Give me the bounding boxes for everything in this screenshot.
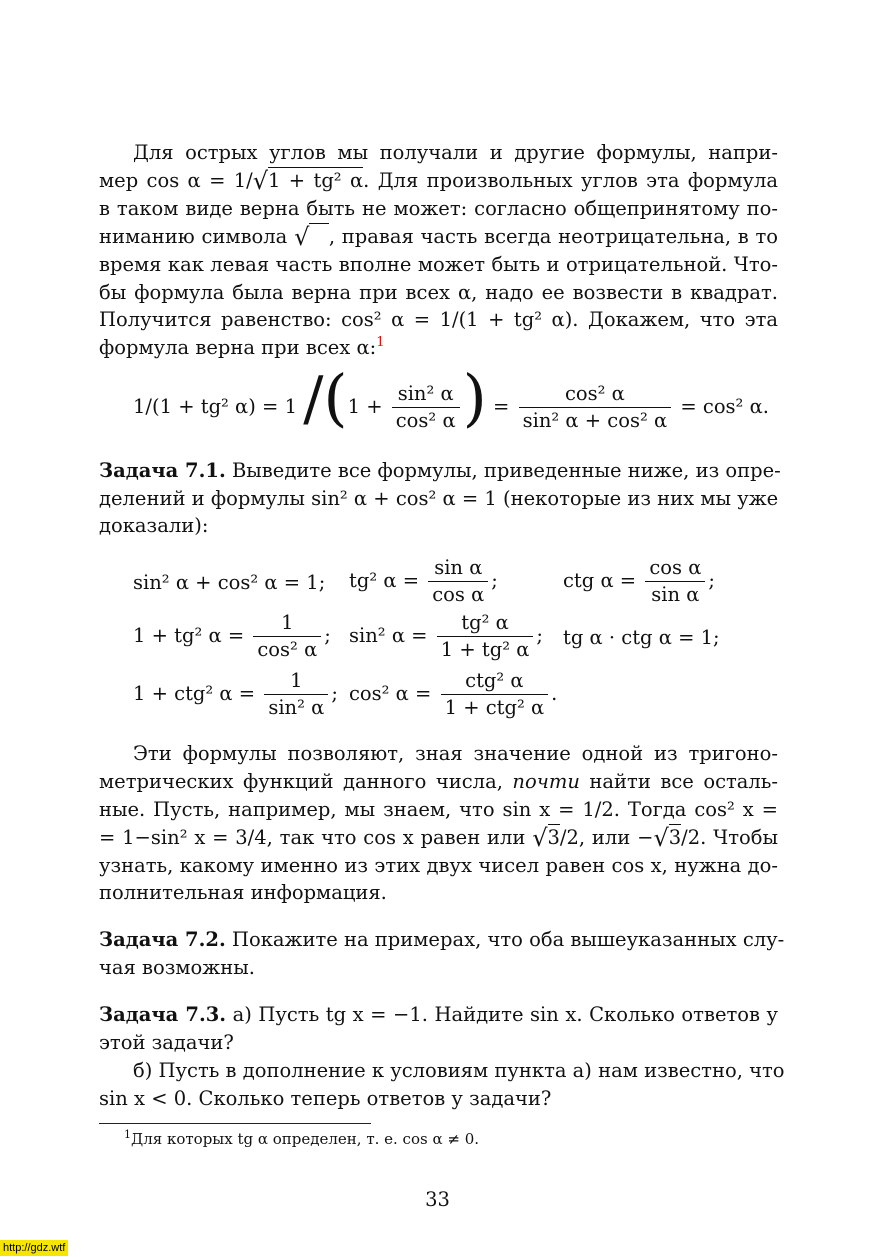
sqrt-symbol: √ bbox=[294, 223, 310, 251]
formula-r1c: ctg α = $\frac{\text{cos α}}{\text{sin α}}$ ; bbox=[563, 556, 715, 606]
para1-line3: в таком виде верна быть не может: согласно общепринятому по- bbox=[99, 197, 778, 220]
formula-r3a: 1 + ctg² α = $\frac{1}{\text{sin² α}}$ ; bbox=[133, 669, 338, 719]
task-7-3-line4: sin x < 0. Сколько теперь ответов у задачи? bbox=[99, 1087, 552, 1110]
para2-line6: полнительная информация. bbox=[99, 881, 387, 904]
footnote: $^1$Для которых tg α определен, т. е. cos α ≠ 0. bbox=[124, 1128, 480, 1148]
watermark-link[interactable]: http://gdz.wtf bbox=[0, 1240, 68, 1256]
para1-line1: Для острых углов мы получали и другие формулы, напри- bbox=[133, 141, 778, 164]
task-7-1-line1: Задача 7.1. Выведите все формулы, приведенные ниже, из опре- bbox=[99, 459, 781, 482]
slash-symbol: / bbox=[303, 364, 324, 434]
para1-line5: время как левая часть вполне может быть и отрицательной. Что- bbox=[99, 253, 778, 276]
para2-line5: узнать, какому именно из этих двух чисел равен cos x, нужна до- bbox=[99, 854, 778, 877]
task-7-3-line1: Задача 7.3. а) Пусть tg x = −1. Найдите sin x. Сколько ответов у bbox=[99, 1003, 778, 1026]
para1-line2: мер cos α = 1/√1 + tg² α. Для произвольных углов эта формула bbox=[99, 167, 779, 195]
fraction-sin-cos: $\frac{\text{sin² α}}{\text{cos² α}}$ bbox=[392, 381, 460, 434]
task-7-2-line1: Задача 7.2. Покажите на примерах, что оба вышеуказанных слу- bbox=[99, 928, 785, 951]
para2-line1: Эти формулы позволяют, зная значение одной из тригоно- bbox=[133, 742, 778, 765]
formula-r3b: cos² α = $\frac{\text{ctg² α}}{\text{1 + ctg² α}}$ . bbox=[349, 669, 558, 719]
task-label: Задача 7.2. bbox=[99, 928, 226, 951]
formula-r1b: tg² α = $\frac{\text{sin α}}{\text{cos α}}$ ; bbox=[349, 556, 498, 606]
para1-line7: Получится равенство: cos² α = 1/(1 + tg² α). Докажем, что эта bbox=[99, 308, 778, 331]
para2-line2: метрических функций данного числа, почти найти все осталь- bbox=[99, 770, 778, 793]
formula-r2c: tg α · ctg α = 1; bbox=[563, 626, 720, 649]
para1-line6: бы формула была верна при всех α, надо ее возвести в квадрат. bbox=[99, 281, 778, 304]
sqrt-sign: √ bbox=[252, 167, 269, 195]
task-7-2-line2: чая возможны. bbox=[99, 956, 255, 979]
footnote-rule bbox=[99, 1123, 371, 1124]
task-7-3-line3: б) Пусть в дополнение к условиям пункта а) нам известно, что bbox=[133, 1059, 785, 1082]
formula-r2b: sin² α = $\frac{\text{tg² α}}{\text{1 + tg² α}}$ ; bbox=[349, 611, 543, 661]
para2-line3: ные. Пусть, например, мы знаем, что sin x = 1/2. Тогда cos² x = bbox=[99, 798, 778, 821]
para1-line4: ниманию символа √ , правая часть всегда неотрицательна, в то bbox=[99, 223, 778, 251]
para1-line8: формула верна при всех α:$^1$ bbox=[99, 335, 385, 359]
task-7-1-line3: доказали): bbox=[99, 514, 209, 537]
footnote-mark: 1 bbox=[124, 1128, 131, 1141]
formula-r1a: sin² α + cos² α = 1; bbox=[133, 571, 326, 594]
page-number: 33 bbox=[425, 1188, 450, 1211]
para2-line4: = 1−sin² x = 3/4, так что cos x равен или √3/2, или −√3/2. Чтобы bbox=[99, 824, 778, 852]
footnote-ref[interactable]: 1 bbox=[376, 335, 385, 350]
display-equation-1: 1/(1 + tg² α) = 1 /(1 + $\frac{\text{sin² α}}{\text{cos² α}}$ ) = $\frac{\text{cos² α}}{\text{sin² α + cos² α}}$ = cos² α. bbox=[133, 361, 769, 434]
formula-r2a: 1 + tg² α = $\frac{1}{\text{cos² α}}$ ; bbox=[133, 611, 331, 661]
task-7-1-line2: делений и формулы sin² α + cos² α = 1 (некоторые из них мы уже bbox=[99, 487, 779, 510]
task-label: Задача 7.3. bbox=[99, 1003, 227, 1026]
task-7-3-line2: этой задачи? bbox=[99, 1031, 234, 1054]
task-label: Задача 7.1. bbox=[99, 459, 226, 482]
fraction-cos-sum: $\frac{\text{cos² α}}{\text{sin² α + cos² α}}$ bbox=[519, 381, 672, 434]
